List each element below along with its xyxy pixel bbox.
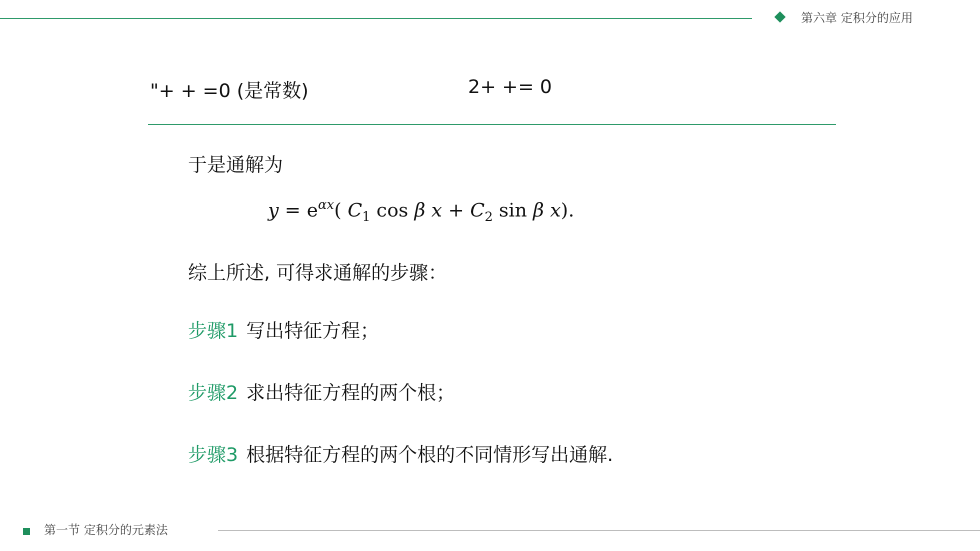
formula-open-paren: (: [334, 199, 348, 222]
step-3: [188, 440, 613, 467]
square-icon: [23, 528, 30, 535]
step-1: [188, 316, 379, 343]
formula-c2-sub: 2: [484, 210, 493, 226]
step-3-text: 根据特征方程的两个根的不同情形写出通解.: [246, 444, 614, 466]
formula-cos: cos: [370, 199, 415, 222]
formula-lhs: y: [268, 199, 279, 222]
step-1-label: 步骤1: [188, 320, 239, 342]
formula-beta2: β x: [533, 199, 561, 222]
title-divider: [148, 124, 836, 125]
formula-sin: sin: [492, 199, 534, 222]
formula-c1-sub: 1: [362, 210, 371, 226]
characteristic-equation-left: "+ + =0 (是常数): [150, 80, 309, 102]
characteristic-equation-right: 2+ += 0: [468, 76, 553, 98]
formula-exponent: αx: [317, 198, 335, 213]
step-3-label: 步骤3: [188, 444, 239, 466]
formula-equals-e: = e: [278, 199, 318, 222]
general-solution-intro: 于是通解为: [188, 154, 284, 176]
header-rule: [0, 18, 752, 19]
formula-plus: +: [442, 199, 471, 222]
summary-text: 综上所述, 可得求通解的步骤：: [188, 262, 448, 284]
step-2-label: 步骤2: [188, 382, 239, 404]
diamond-icon: [774, 11, 785, 22]
step-2: [188, 378, 455, 405]
step-1-text: 写出特征方程；: [246, 320, 380, 342]
general-solution-formula: [268, 198, 574, 225]
section-title: 第一节 定积分的元素法: [44, 523, 168, 537]
formula-beta1: β x: [414, 199, 443, 222]
step-2-text: 求出特征方程的两个根；: [246, 382, 456, 404]
formula-c2: C: [470, 199, 485, 222]
footer-rule: [218, 530, 980, 531]
chapter-title: 第六章 定积分的应用: [801, 11, 913, 25]
formula-c1: C: [347, 199, 363, 222]
formula-close: ).: [560, 199, 575, 222]
